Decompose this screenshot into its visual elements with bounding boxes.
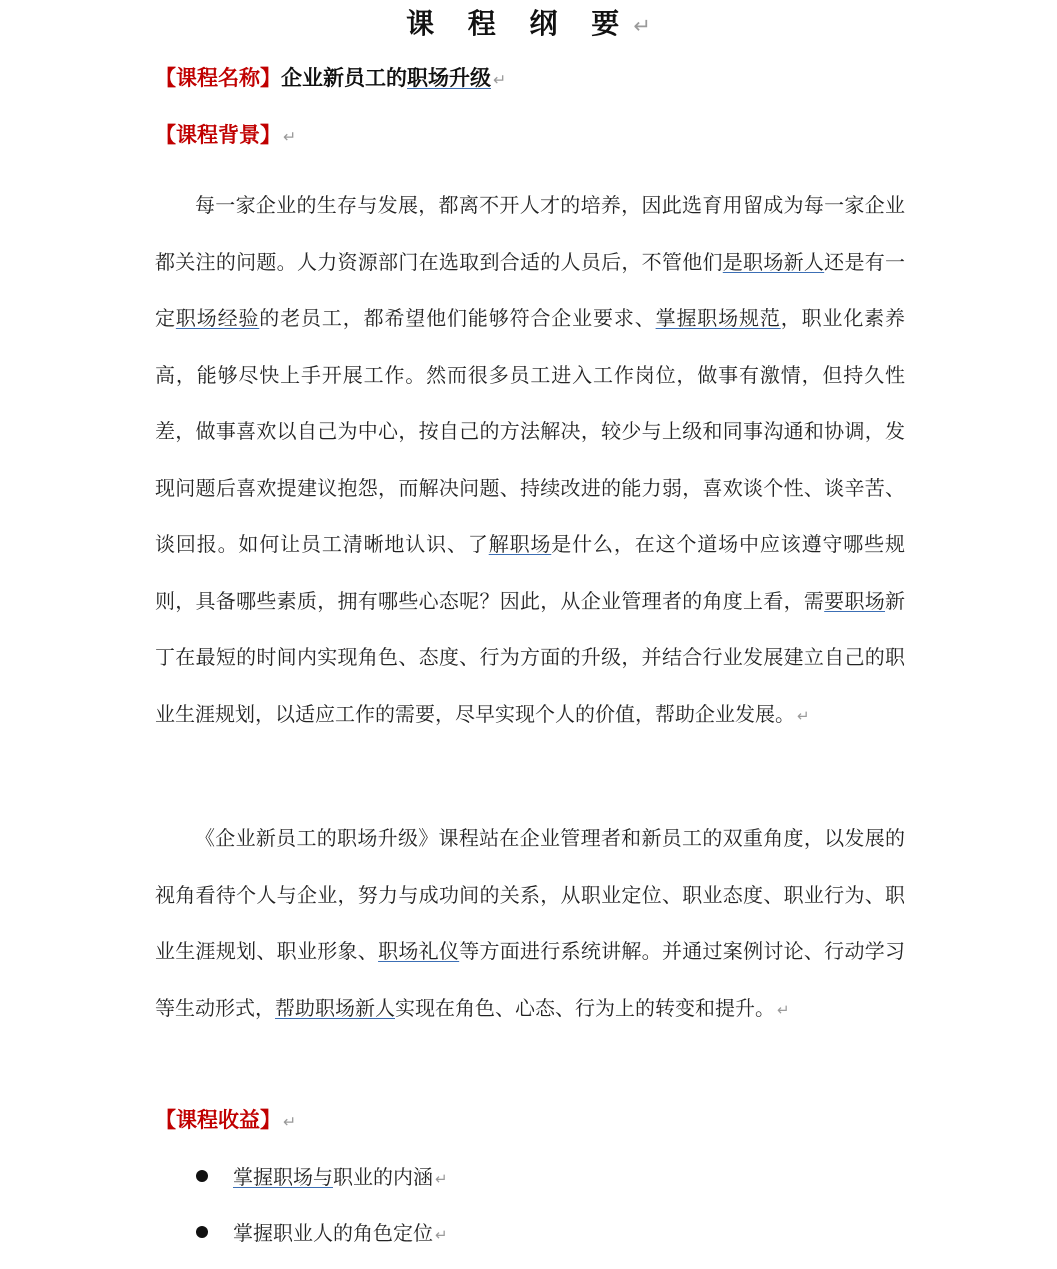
paragraph-mark-icon: ↵: [283, 1112, 297, 1131]
text-run: 的老员工，都希望他们能够符合企业要求、: [259, 306, 656, 330]
course-background-label: 【课程背景】: [155, 123, 281, 147]
page-title: [0, 4, 1057, 46]
text-run: 等方面进行系统讲解。并通过案例讨论、行动学习等生动形式，: [155, 939, 906, 1020]
underlined-term: 职场经验: [175, 306, 260, 330]
underlined-term: 是职场新人: [722, 249, 825, 274]
underlined-term: 掌握职场规范: [655, 306, 781, 330]
list-item: [193, 1213, 448, 1269]
text-run: 《企业新员工的职场升级》课程站在企业管理者和新员工的双重角度，以发展的视角看待个人与企业，努力与成功间的关系，从职业定位、职业态度、职业行为、职业生涯规划、职业形象、: [155, 826, 905, 963]
underlined-term: 帮助职场新人: [275, 995, 395, 1020]
text-run: 新丁在最短的时间内实现角色、态度、行为方面的升级，并结合行业发展建立自己的职业生涯规划，以适应工作的需要，尽早实现个人的价值，帮助企业发展。: [155, 588, 906, 726]
text-run: ，职业化素养高，能够尽快上手开展工作。然而很多员工进入工作岗位，做事有激情，但持久性差，做事喜欢以自己为中心，按自己的方法解决，较少与上级和同事沟通和协调，发现问题后喜欢提建议抱怨，而解决问题、持续改进的能力弱，喜欢谈个性、谈辛苦、谈回报。如何让员工清晰地认识、了: [155, 306, 906, 556]
bullet-icon: [196, 1170, 208, 1182]
underlined-term: 职场礼仪: [378, 939, 460, 963]
paragraph-mark-icon: ↵: [493, 70, 507, 89]
course-background-heading: [155, 120, 296, 152]
paragraph-mark-icon: ↵: [283, 127, 297, 146]
list-item: [193, 1157, 448, 1213]
paragraph-mark-icon: ↵: [435, 1226, 448, 1244]
text-run: 实现在角色、心态、行为上的转变和提升。: [395, 995, 775, 1020]
underlined-term: 要职场: [824, 588, 886, 613]
paragraph-mark-icon: ↵: [435, 1170, 448, 1188]
text-run: 是什么，在这个道场中应该遵守哪些规则，具备哪些素质，拥有哪些心态呢？因此，从企业管理者的角度上看，需: [155, 532, 906, 613]
benefit-text: 掌握职业人的角色定位: [233, 1221, 433, 1245]
paragraph-mark-icon: ↵: [797, 706, 810, 725]
text-run: 还是有一定: [155, 249, 906, 330]
benefits-list: [193, 1157, 448, 1269]
paragraph-mark-icon: ↵: [633, 14, 651, 38]
background-paragraph-1: [155, 177, 905, 744]
course-name-heading: [155, 63, 506, 95]
background-paragraph-2: [155, 810, 905, 1038]
course-name-value-underlined: 职场升级: [407, 66, 491, 90]
course-name-value-pre: 企业新员工的: [281, 66, 407, 90]
course-benefits-label: 【课程收益】: [155, 1108, 281, 1132]
course-name-label: 【课程名称】: [155, 66, 281, 90]
text-run: 每一家企业的生存与发展，都离不开人才的培养，因此选育用留成为每一家企业都关注的问题。人力资源部门在选取到合适的人员后，不管他们: [155, 193, 905, 274]
underlined-term: 解职场: [488, 532, 552, 556]
benefit-underlined: 掌握职场与: [233, 1165, 333, 1189]
benefit-text: 职业的内涵: [333, 1165, 433, 1189]
course-benefits-heading: [155, 1105, 296, 1137]
bullet-icon: [196, 1226, 208, 1238]
page-title-text: 课 程 纲 要: [406, 7, 632, 40]
paragraph-mark-icon: ↵: [777, 1000, 790, 1019]
